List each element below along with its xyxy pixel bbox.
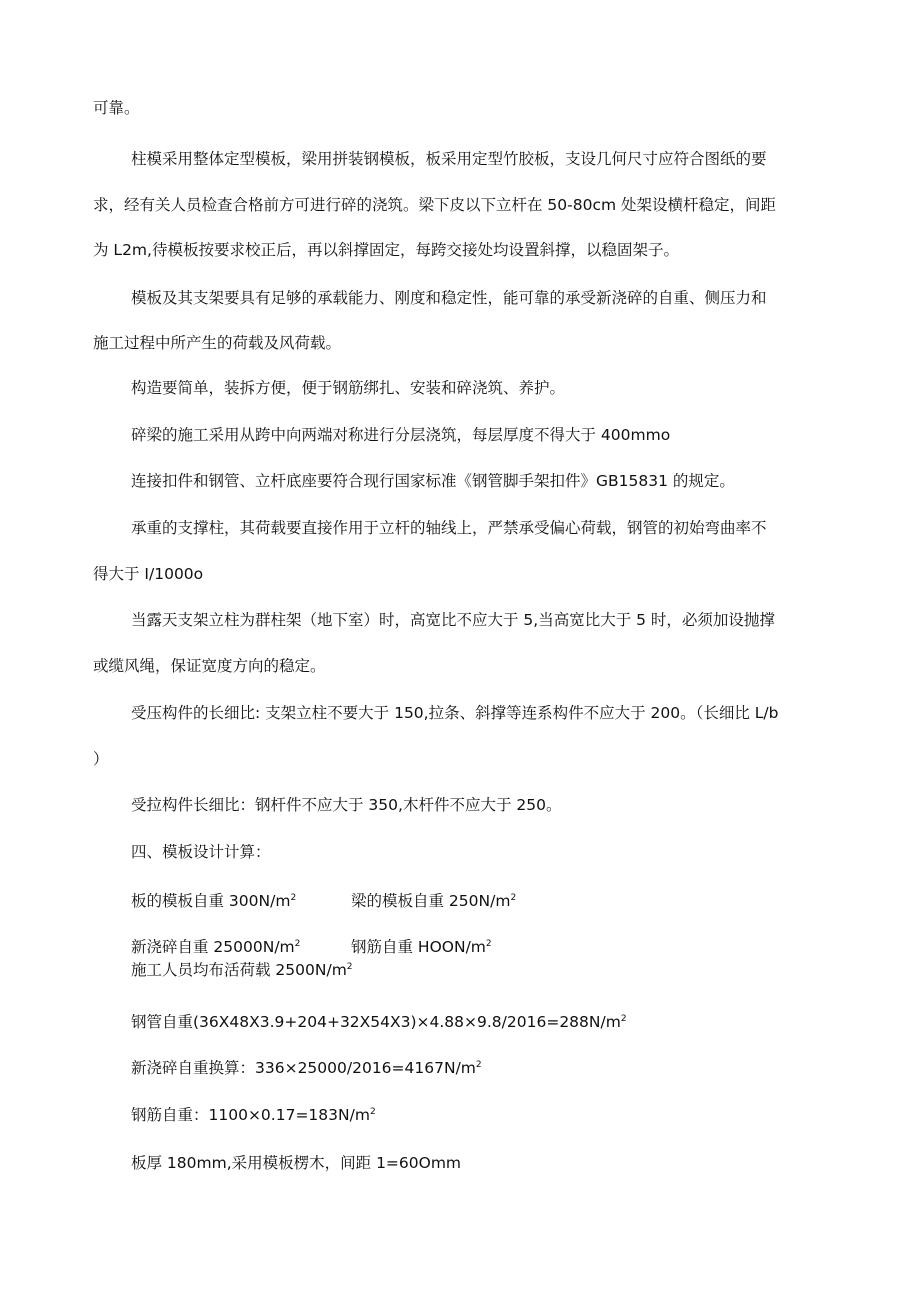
paragraph-line: 碎梁的施工采用从跨中向两端对称进行分层浇筑，每层厚度不得大于 400mmo [131,426,671,444]
load-row [131,891,517,911]
steel-pipe-calc: 钢管自重(36X48X3.9+204+32X54X3)×4.88×9.8/2016=288N/m [131,1013,621,1031]
fresh-concrete-load: 新浇碎自重 25000N/m [131,938,295,956]
paragraph-line: 构造要简单，装拆方便，便于钢筋绑扎、安装和碎浇筑、养护。 [131,379,566,397]
superscript: 2 [369,1107,376,1117]
load-row [131,937,492,957]
paragraph-line: 受拉构件长细比：钢杆件不应大于 350,木杆件不应大于 250。 [131,796,562,814]
paragraph-line: 模板及其支架要具有足够的承载能力、刚度和稳定性，能可靠的承受新浇碎的自重、侧压力和 [131,289,767,307]
paragraph-line: 承重的支撑柱，其荷载要直接作用于立杆的轴线上，严禁承受偏心荷载，钢管的初始弯曲率不 [131,519,767,537]
rebar-load-wrap [351,937,492,957]
paragraph-line: ） [93,750,109,768]
superscript: 2 [294,939,301,949]
paragraph-line: 可靠。 [93,99,140,117]
paragraph-line: 或缆风绳，保证宽度方向的稳定。 [93,657,326,675]
paragraph-line: 柱模采用整体定型模板，梁用拼装钢模板，板采用定型竹胶板，支设几何尺寸应符合图纸的要 [131,150,767,168]
paragraph-line: 施工过程中所产生的荷载及风荷载。 [93,334,342,352]
beam-formwork-load-wrap [351,891,516,911]
slab-formwork-load: 板的模板自重 300N/m [131,892,291,910]
section-heading: 四、模板设计计算： [131,843,271,861]
concrete-conversion-calc: 新浇碎自重换算：336×25000/2016=4167N/m [131,1059,476,1077]
superscript: 2 [510,893,517,903]
calc-line [131,1058,482,1078]
calc-line [131,1012,627,1032]
rebar-load: 钢筋自重 HOON/m [351,938,486,956]
paragraph-line: 连接扣件和钢管、立杆底座要符合现行国家标准《钢管脚手架扣件》GB15831 的规定。 [131,472,735,490]
paragraph-line: 受压构件的长细比: 支架立柱不要大于 150,拉条、斜撑等连系构件不应大于 200。（长细比 L/b [131,704,779,722]
beam-formwork-load: 梁的模板自重 250N/m [351,892,511,910]
superscript: 2 [620,1014,627,1024]
superscript: 2 [290,893,297,903]
paragraph-line: 板厚 180mm,采用模板楞木，间距 1=60Omm [131,1154,462,1172]
paragraph-line: 为 L2m,待模板按要求校正后，再以斜撑固定，每跨交接处均设置斜撑，以稳固架子。 [93,241,679,259]
load-row [131,960,353,980]
paragraph-line: 得大于 I/1000o [93,565,204,583]
paragraph-line: 求，经有关人员检查合格前方可进行碎的浇筑。梁下皮以下立杆在 50-80cm 处架设横杆稳定，间距 [93,196,777,214]
superscript: 2 [475,1060,482,1070]
calc-line [131,1105,376,1125]
paragraph-line: 当露天支架立柱为群柱架（地下室）时，高宽比不应大于 5,当高宽比大于 5 时，必须加设抛撑 [131,611,775,629]
superscript: 2 [485,939,492,949]
live-load: 施工人员均布活荷载 2500N/m [131,961,347,979]
superscript: 2 [346,962,353,972]
rebar-calc: 钢筋自重：1100×0.17=183N/m [131,1106,370,1124]
